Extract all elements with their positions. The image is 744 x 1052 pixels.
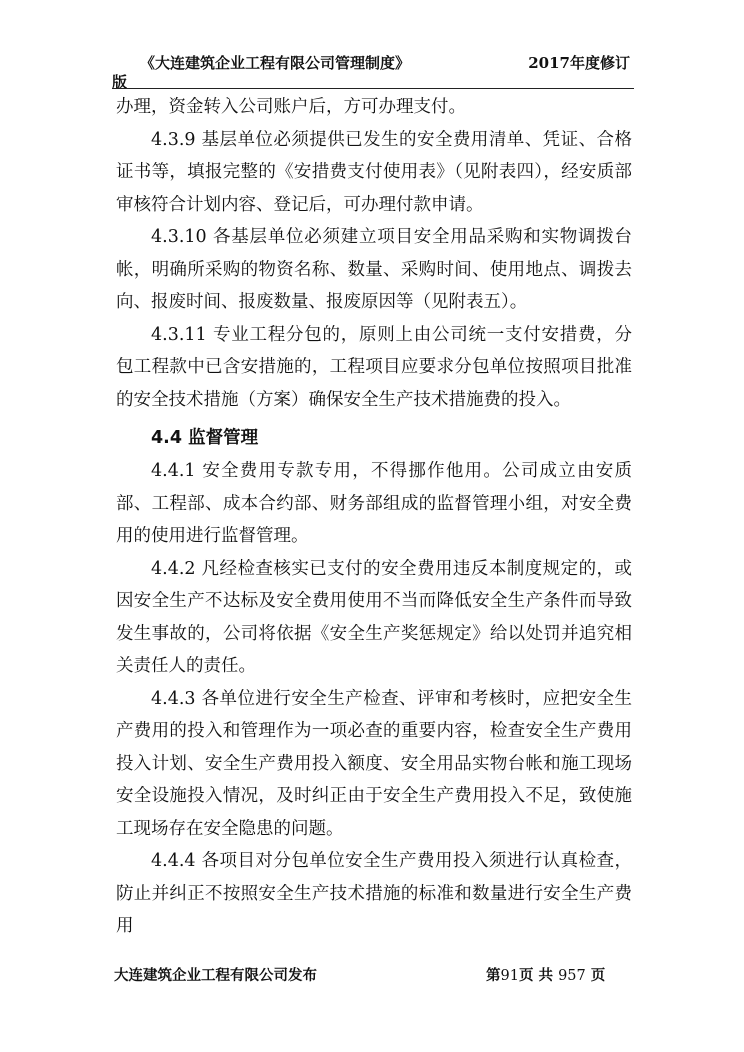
header-rule [112,88,634,89]
header-revision-wrap: 版 [112,73,128,91]
paragraph-4-4-3: 4.4.3 各单位进行安全生产检查、评审和考核时，应把安全生产费用的投入和管理作为一项必查的重要内容，检查安全生产费用投入计划、安全生产费用投入额度、安全用品实物台帐和施工现场安全设施投入情况，及时纠正由于安全生产费用投入不足，致使施工现场存在安全隐患的问题。 [116,688,632,839]
page-current: 91 [500,968,519,984]
page-prefix: 第 [486,968,501,984]
paragraph-4-3-10: 4.3.10 各基层单位必须建立项目安全用品采购和实物调拨台帐，明确所采购的物资名称、数量、采购时间、使用地点、调拨去向、报废时间、报废数量、报废原因等（见附表五）。 [116,227,632,312]
page-mid: 页 共 [518,968,559,984]
header-revision: 2017年度修订 [528,54,630,72]
paragraph-4-4-2: 4.4.2 凡经检查核实已支付的安全费用违反本制度规定的，或因安全生产不达标及安全费用使用不当而降低安全生产条件而导致发生事故的，公司将依据《安全生产奖惩规定》给以处罚并追究相关责任人的责任。 [116,558,632,676]
page-total: 957 [558,968,586,984]
footer-page-number [486,964,605,985]
paragraph-4-4-1: 4.4.1 安全费用专款专用，不得挪作他用。公司成立由安质部、工程部、成本合约部、财务部组成的监督管理小组，对安全费用的使用进行监督管理。 [116,461,632,546]
paragraph-4-3-11: 4.3.11 专业工程分包的，原则上由公司统一支付安措费，分包工程款中已含安措施的，工程项目应要求分包单位按照项目批准的安全技术措施（方案）确保安全生产技术措施费的投入。 [116,324,632,410]
paragraph-4-3-9: 4.3.9 基层单位必须提供已发生的安全费用清单、凭证、合格证书等，填报完整的《安措费支付使用表》（见附表四），经安质部审核符合计划内容、登记后，可办理付款申请。 [116,129,632,215]
paragraph-4-4-4: 4.4.4 各项目对分包单位安全生产费用投入须进行认真检查，防止并纠正不按照安全生产技术措施的标准和数量进行安全生产费用 [116,851,632,936]
document-body [116,91,632,943]
page-suffix: 页 [585,968,606,984]
paragraph-continuation: 办理，资金转入公司账户后，方可办理支付。 [116,97,466,117]
footer-publisher: 大连建筑企业工程有限公司发布 [114,968,317,984]
header-title: 《大连建筑企业工程有限公司管理制度》 [140,54,411,72]
section-heading: 4.4 监督管理 [151,428,259,448]
